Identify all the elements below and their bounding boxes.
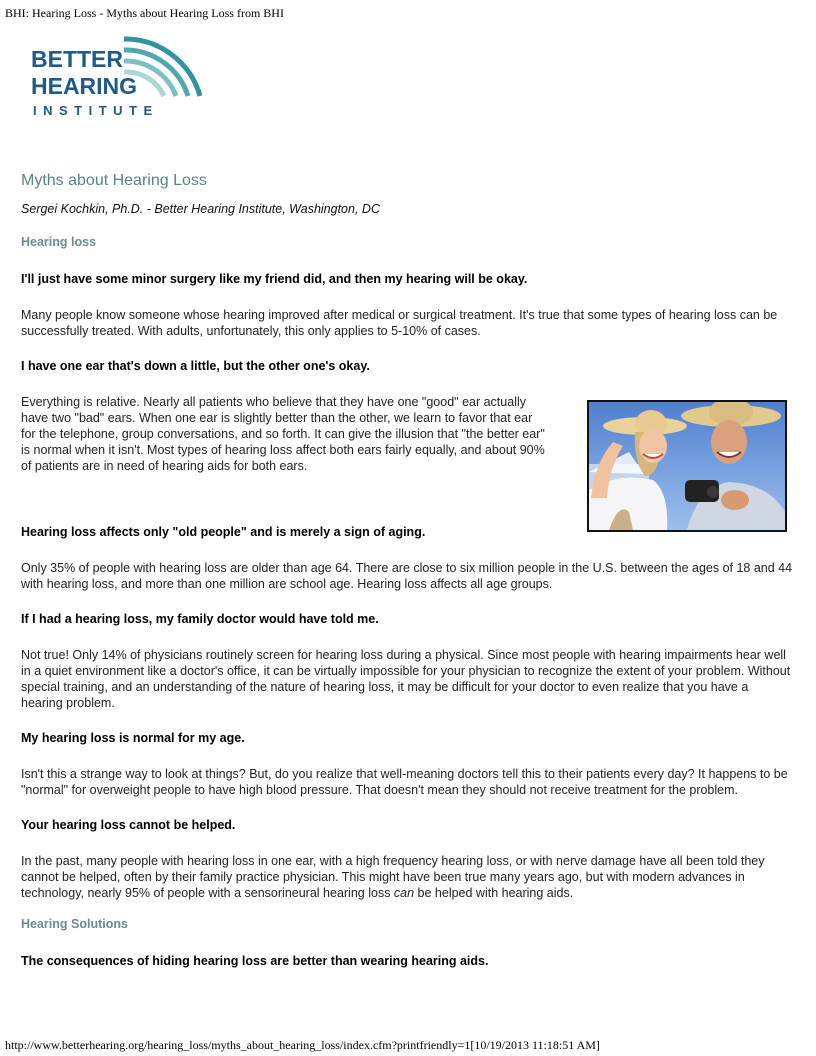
section-heading-hearing-loss: Hearing loss <box>21 235 97 249</box>
myth-paragraph <box>21 394 586 474</box>
myth-heading: If I had a hearing loss, my family doctor would have told me. <box>21 612 379 626</box>
page-title: Myths about Hearing Loss <box>21 172 207 189</box>
section-heading-hearing-solutions: Hearing Solutions <box>21 917 128 931</box>
myth-paragraph: Many people know someone whose hearing improved after medical or surgical treatment. It's true that some types of hearing loss can be successfully treated. With adults, unfortunately, this only applies to 5-10% of cases. <box>21 308 778 338</box>
myth-heading: I have one ear that's down a little, but the other one's okay. <box>21 359 370 373</box>
logo-text-better: BETTER <box>31 46 123 72</box>
myth-heading: I'll just have some minor surgery like my friend did, and then my hearing will be okay. <box>21 272 528 286</box>
myth-paragraph <box>21 853 793 901</box>
article <box>21 172 793 968</box>
myth-heading: My hearing loss is normal for my age. <box>21 731 245 745</box>
paragraph-line: is normal when it isn't. Most types of hearing loss affect both ears fairly equally, and about 90% <box>21 443 545 457</box>
myth-heading: Your hearing loss cannot be helped. <box>21 818 236 832</box>
couple-photo <box>587 400 787 532</box>
myth-heading: The consequences of hiding hearing loss are better than wearing hearing aids. <box>21 954 489 968</box>
paragraph-line: Everything is relative. Nearly all patients who believe that they have one "good" ear actually <box>21 395 526 409</box>
couple-photo-illustration <box>589 402 785 530</box>
emphasis-text: can <box>393 886 415 900</box>
print-footer: http://www.betterhearing.org/hearing_loss/myths_about_hearing_loss/index.cfm?printfriendly=1[10/19/2013 11:18:51 AM] <box>5 1038 600 1052</box>
logo-text-hearing: HEARING <box>31 73 138 99</box>
paragraph-text: be helped with hearing aids. <box>414 886 574 900</box>
paragraph-text: In the past, many people with hearing loss in one ear, with a high frequency hearing loss, or with nerve damage have all been told they cannot be helped, often by their family practice physician. This might have been true many years ago, but with modern advances in technology, nearly 95% of people with a sensorineural hearing loss <box>21 854 765 900</box>
paragraph-line: have two "bad" ears. When one ear is slightly better than the other, we learn to favor that ear <box>21 411 533 425</box>
myth-paragraph: Not true! Only 14% of physicians routinely screen for hearing loss during a physical. Since most people with hearing impairments hear well in a quiet environment like a doctor's office, it can be virtually impossible for your physician to recognize the extent of your problem. Without special training, and an understanding of the nature of hearing loss, it may be difficult for your doctor to even realize that you have a hearing problem. <box>21 648 791 710</box>
myth-paragraph: Only 35% of people with hearing loss are older than age 64. There are close to six million people in the U.S. between the ages of 18 and 44 with hearing loss, and more than one million are school age. Hearing loss affects all age groups. <box>21 561 793 591</box>
myth-paragraph: Isn't this a strange way to look at things? But, do you realize that well-meaning doctors tell this to their patients every day? It happens to be "normal" for overweight people to have high blood pressure. That doesn't mean they should not receive treatment for the problem. <box>21 767 788 797</box>
paragraph-line: for the telephone, group conversations, and so forth. It can give the illusion that "the better ear" <box>21 427 545 441</box>
print-header: BHI: Hearing Loss - Myths about Hearing Loss from BHI <box>5 6 284 20</box>
byline: Sergei Kochkin, Ph.D. - Better Hearing Institute, Washington, DC <box>21 202 380 216</box>
paragraph-line: of patients are in need of hearing aids for both ears. <box>21 459 308 473</box>
myth-heading: Hearing loss affects only "old people" and is merely a sign of aging. <box>21 525 426 539</box>
logo-text-institute: INSTITUTE <box>33 103 159 118</box>
bhi-logo[interactable] <box>28 34 208 122</box>
